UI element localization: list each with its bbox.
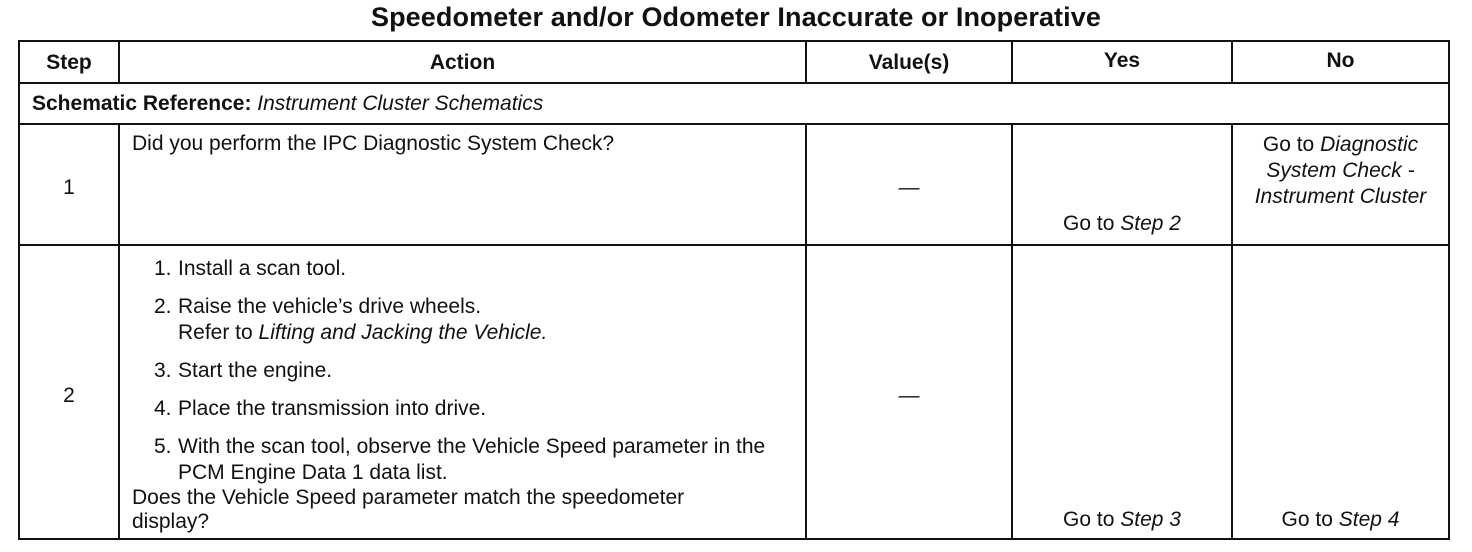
rule-header-bottom xyxy=(20,82,1448,84)
rule-col-step-body xyxy=(118,123,120,538)
substep-2 xyxy=(142,294,792,346)
row2-question: Does the Vehicle Speed parameter match the speedometer display? xyxy=(132,486,685,533)
row2-substeps xyxy=(142,256,792,486)
row1-no-ref: Diagnostic System Check - Instrument Cluster xyxy=(1254,133,1427,208)
row2-value xyxy=(807,384,1011,408)
rule-col-values-body xyxy=(1011,123,1013,538)
row2-yes-ref: Step 3 xyxy=(1120,508,1181,531)
substep-3-text: Start the engine. xyxy=(178,359,333,382)
substep-4-num: 4. xyxy=(154,397,172,420)
row1-no-prefix: Go to xyxy=(1262,133,1315,156)
header-no: No xyxy=(1326,49,1355,72)
row1-action: Did you perform the IPC Diagnostic System Check? xyxy=(132,132,615,155)
schematic-reference-label: Schematic Reference: xyxy=(32,92,252,115)
row2-yes xyxy=(1013,508,1231,532)
substep-1 xyxy=(142,256,792,282)
schematic-reference-link: Instrument Cluster Schematics xyxy=(257,92,544,115)
substep-1-text: Install a scan tool. xyxy=(178,257,347,280)
diagnostic-table xyxy=(18,40,1450,540)
row1-no xyxy=(1233,132,1448,210)
substep-5 xyxy=(142,434,792,486)
rule-schematic-bottom xyxy=(20,123,1448,125)
rule-row1-bottom xyxy=(20,244,1448,246)
substep-2-num: 2. xyxy=(154,295,172,318)
substep-3-num: 3. xyxy=(154,359,172,382)
substep-2-ref: Lifting and Jacking the Vehicle. xyxy=(258,321,548,344)
header-yes: Yes xyxy=(1103,49,1141,72)
substep-2-refer: Refer to xyxy=(178,321,253,344)
substep-4-text: Place the transmission into drive. xyxy=(178,397,487,420)
row1-step: 1 xyxy=(63,176,75,199)
row2-no-prefix: Go to xyxy=(1281,508,1333,531)
row2-step: 2 xyxy=(63,384,75,407)
substep-2-text: Raise the vehicle’s drive wheels. xyxy=(178,295,482,318)
substep-3 xyxy=(142,358,792,384)
substep-5-num: 5. xyxy=(154,435,172,458)
row1-value xyxy=(807,176,1011,200)
row1-value-text: — xyxy=(898,176,920,199)
row2-no xyxy=(1233,508,1448,532)
header-action: Action xyxy=(429,51,496,74)
substep-5-text: With the scan tool, observe the Vehicle Speed parameter in the PCM Engine Data 1 data list. xyxy=(178,435,766,484)
row2-yes-prefix: Go to xyxy=(1063,508,1115,531)
row1-yes-prefix: Go to xyxy=(1063,212,1115,235)
row1-yes-ref: Step 2 xyxy=(1120,212,1181,235)
header-values: Value(s) xyxy=(868,51,950,74)
row2-value-text: — xyxy=(898,384,920,407)
substep-4 xyxy=(142,396,792,422)
page-title: Speedometer and/or Odometer Inaccurate or Inoperative xyxy=(370,2,1101,32)
substep-1-num: 1. xyxy=(154,257,172,280)
row2-no-ref: Step 4 xyxy=(1338,508,1400,531)
row2-action xyxy=(142,256,792,492)
header-step: Step xyxy=(46,51,92,74)
row1-yes xyxy=(1013,212,1231,236)
schematic-reference xyxy=(32,92,1432,116)
